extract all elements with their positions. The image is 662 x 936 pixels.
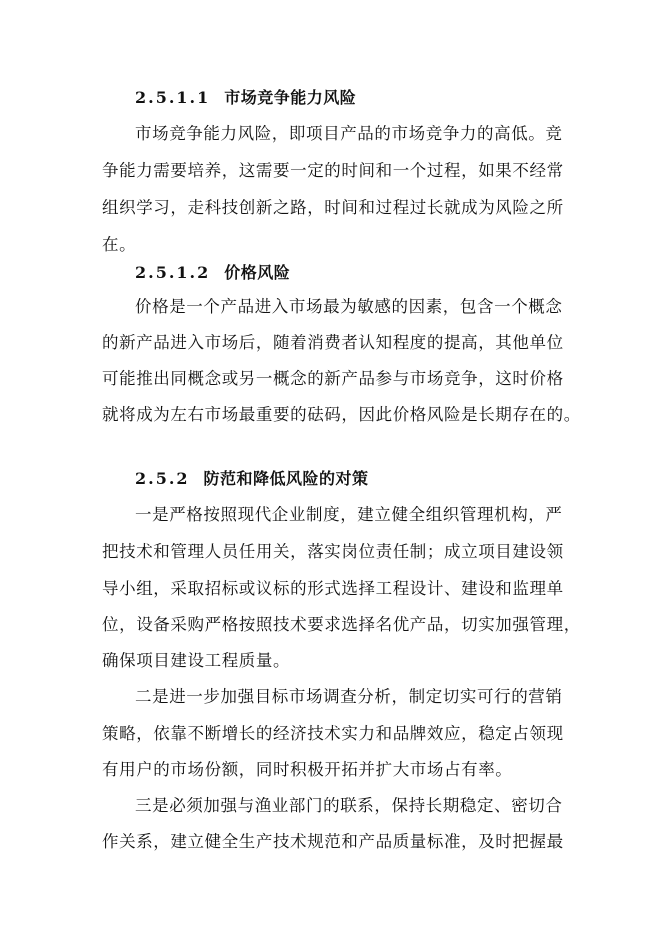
paragraph-line: 价格是一个产品进入市场最为敏感的因素，包含一个概念 (135, 297, 563, 316)
paragraph-line: 可能推出同概念或另一概念的新产品参与市场竞争，这时价格 (102, 369, 564, 388)
section-heading (135, 262, 290, 284)
paragraph-line: 争能力需要培养，这需要一定的时间和一个过程，如果不经常 (102, 161, 564, 180)
paragraph-line: 在。 (102, 235, 137, 254)
paragraph-line: 位，设备采购严格按照技术要求选择名优产品，切实加强管理， (102, 615, 581, 634)
section-title: 防范和降低风险的对策 (203, 469, 369, 488)
paragraph-line: 导小组，采取招标或议标的形式选择工程设计、建设和监理单 (102, 579, 564, 598)
paragraph-line: 一是严格按照现代企业制度，建立健全组织管理机构，严 (135, 505, 563, 524)
paragraph-line: 二是进一步加强目标市场调查分析，制定切实可行的营销 (135, 687, 563, 706)
paragraph-line: 就将成为左右市场最重要的砝码，因此价格风险是长期存在的。 (102, 405, 581, 424)
section-number: 2.5.1.1 (135, 88, 211, 107)
paragraph-line: 把技术和管理人员任用关，落实岗位责任制；成立项目建设领 (102, 542, 564, 561)
paragraph-line: 策略，依靠不断增长的经济技术实力和品牌效应，稳定占领现 (102, 724, 564, 743)
paragraph-line: 有用户的市场份额，同时积极开拓并扩大市场占有率。 (102, 760, 513, 779)
paragraph-line: 市场竞争能力风险，即项目产品的市场竞争力的高低。竞 (135, 124, 563, 143)
paragraph-line: 确保项目建设工程质量。 (102, 651, 291, 670)
section-title: 市场竞争能力风险 (224, 88, 357, 107)
paragraph-line: 的新产品进入市场后，随着消费者认知程度的提高，其他单位 (102, 333, 564, 352)
paragraph-line: 组织学习，走科技创新之路，时间和过程过长就成为风险之所 (102, 198, 564, 217)
section-title: 价格风险 (224, 263, 291, 282)
paragraph-line: 作关系，建立健全生产技术规范和产品质量标准，及时把握最 (102, 832, 564, 851)
section-number: 2.5.2 (135, 469, 190, 488)
section-heading (135, 468, 369, 490)
section-number: 2.5.1.2 (135, 263, 211, 282)
section-heading (135, 87, 356, 109)
paragraph-line: 三是必须加强与渔业部门的联系，保持长期稳定、密切合 (135, 796, 563, 815)
